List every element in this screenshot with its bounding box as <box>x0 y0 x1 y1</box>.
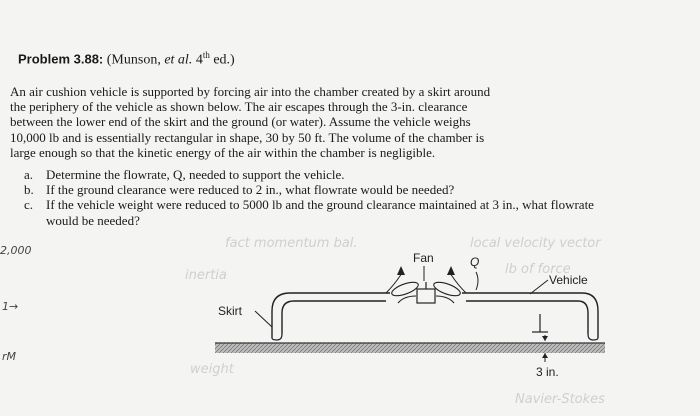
arrowhead <box>542 353 548 358</box>
problem-heading <box>18 50 235 69</box>
margin-note: rM <box>2 350 17 363</box>
question-text: If the vehicle weight were reduced to 5000 lb and the ground clearance maintained at 3 in., what flowrate would be needed? <box>46 197 594 228</box>
description-line: the periphery of the vehicle as shown below. The air escapes through the 3-in. clearance <box>10 99 468 115</box>
inflow-arrow-right <box>449 272 466 293</box>
skirt-right-end <box>588 334 598 340</box>
faint-note: fact momentum bal. <box>225 236 358 251</box>
clearance-label: 3 in. <box>536 365 559 379</box>
arrowhead <box>397 266 405 275</box>
faint-note: weight <box>190 362 234 377</box>
question-b <box>24 182 624 197</box>
fan-hub <box>417 289 435 303</box>
q-label: Q <box>470 255 480 269</box>
fan-duct <box>398 296 454 303</box>
question-c <box>24 197 624 227</box>
air-cushion-diagram <box>0 240 700 416</box>
faint-note: lb of force <box>505 262 571 277</box>
question-text: Determine the flowrate, Q, needed to support the vehicle. <box>46 167 345 182</box>
description-line: 10,000 lb and is essentially rectangular in shape, 30 by 50 ft. The volume of the chamber is <box>10 129 485 145</box>
vehicle-body-right-outer <box>462 293 598 338</box>
vehicle-body-left-inner <box>282 301 386 334</box>
description-line: between the lower end of the skirt and the ground (or water). Assume the vehicle weighs <box>10 114 471 130</box>
description-line: An air cushion vehicle is supported by forcing air into the chamber created by a skirt around <box>10 84 491 99</box>
margin-note: 2,000 <box>0 244 32 257</box>
problem-description <box>10 84 620 160</box>
skirt-leader <box>255 311 272 327</box>
vehicle-label: Vehicle <box>549 273 588 287</box>
vehicle-body-left-outer <box>272 293 390 338</box>
faint-note: local velocity vector <box>470 236 601 251</box>
fan-label: Fan <box>413 251 434 265</box>
margin-note: 1→ <box>2 300 19 313</box>
vehicle-leader <box>530 280 548 294</box>
description-line: large enough so that the kinetic energy of the air within the chamber is negligible. <box>10 144 436 160</box>
source-edition: 4 <box>195 52 203 68</box>
arrowhead <box>447 266 455 275</box>
ground-hatch <box>215 343 605 353</box>
arrowhead <box>542 336 548 341</box>
inflow-arrow-left <box>386 272 403 293</box>
vehicle-body-right-inner <box>466 301 588 334</box>
q-arrow <box>476 272 478 290</box>
problem-number: Problem 3.88: <box>18 51 104 67</box>
question-label: a. <box>24 167 34 182</box>
question-text: If the ground clearance were reduced to 2 in., what flowrate would be needed? <box>46 182 455 198</box>
question-label: b. <box>24 182 34 198</box>
source-sup: th <box>202 50 210 60</box>
source-etal: et al. <box>164 52 193 68</box>
faint-note: Navier-Stokes <box>515 392 605 407</box>
question-label: c. <box>24 197 34 213</box>
question-list <box>24 167 624 228</box>
skirt-label: Skirt <box>218 304 242 318</box>
question-a <box>24 167 624 182</box>
faint-note: inertia <box>185 268 227 283</box>
source-prefix: (Munson, <box>106 52 161 68</box>
source-suffix: ed.) <box>213 52 235 68</box>
skirt-left-end <box>272 334 282 340</box>
